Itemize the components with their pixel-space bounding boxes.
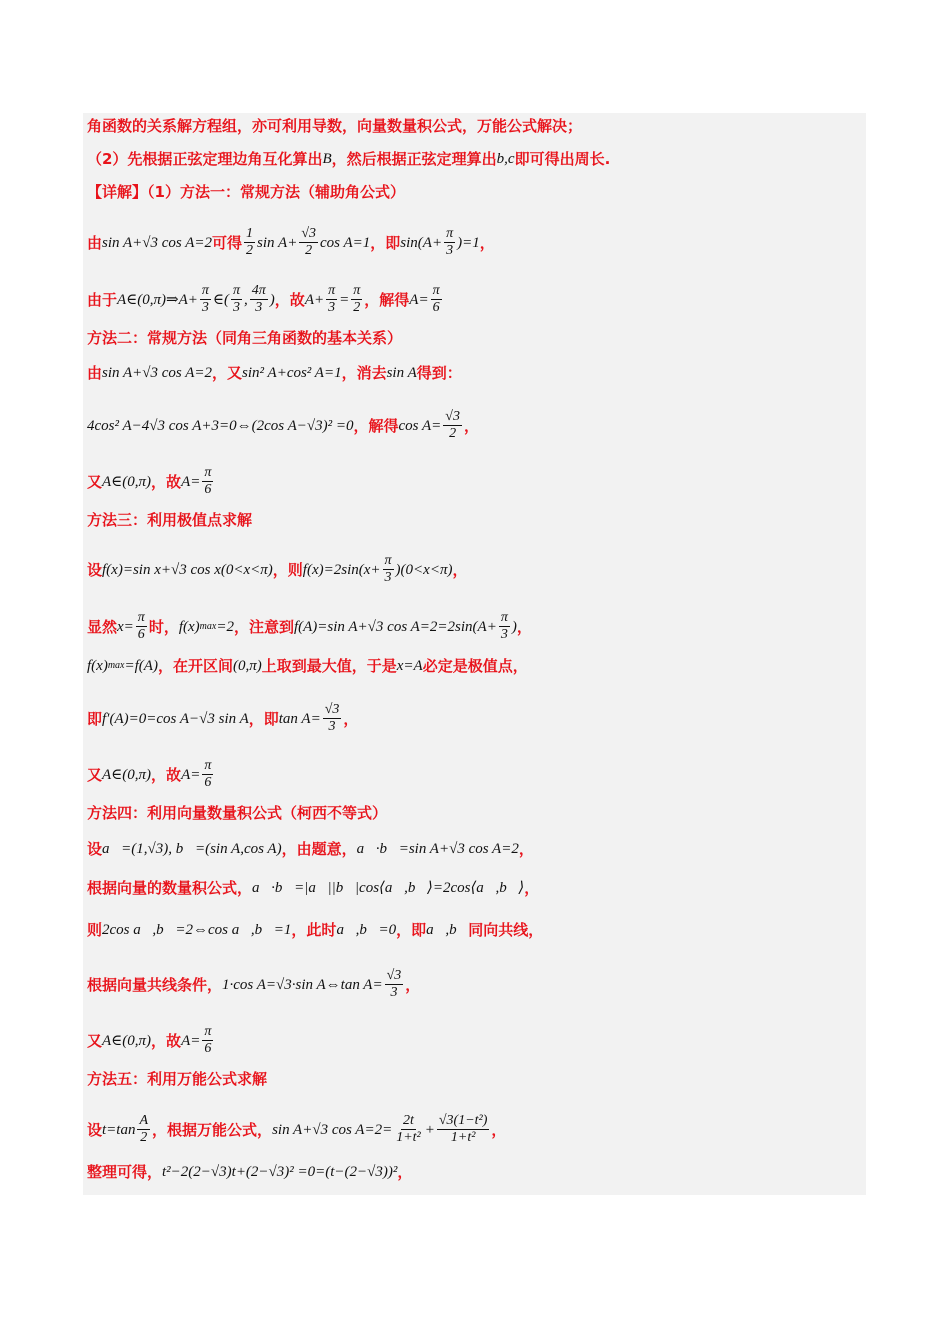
math: sin A [386, 365, 417, 381]
math: sin A+√3 cos A=2 [102, 365, 213, 381]
math: A∈(0,π) [102, 766, 152, 783]
math: A= [181, 766, 201, 783]
fraction [385, 968, 404, 1001]
fraction [443, 409, 462, 442]
text: ，此时 [291, 921, 337, 939]
math: b,c [496, 151, 515, 167]
denominator: 2 [140, 1130, 148, 1145]
fraction [437, 1113, 490, 1146]
math: f′(A)=0=cos A−√3 sin A [102, 710, 249, 727]
equation-line-9 [87, 702, 358, 735]
text: 方法二：常规方法（同角三角函数的基本关系） [87, 329, 403, 347]
text: ，即 [248, 709, 279, 728]
fraction [136, 610, 147, 643]
denominator: 6 [204, 482, 212, 497]
math: A+ [304, 291, 325, 308]
text: ，则 [272, 560, 303, 579]
fraction [299, 226, 318, 259]
text: 同向共线， [468, 921, 544, 939]
numerator: √3 [301, 226, 317, 241]
numerator: √3 [324, 702, 340, 717]
fraction [394, 1113, 423, 1146]
denominator: 3 [384, 570, 392, 585]
text: ，故 [151, 1031, 182, 1050]
denominator: 3 [328, 719, 336, 734]
text: 由于 [87, 290, 118, 309]
text: ， [405, 975, 421, 994]
math: =2 [216, 618, 234, 635]
fraction [202, 758, 213, 791]
equation-line-16 [87, 1113, 506, 1146]
text: ， [397, 1163, 413, 1181]
text: 角函数的关系解方程组，亦可利用导数，向量数量积公式，万能公式解决； [87, 117, 583, 135]
text: ，消去 [341, 364, 387, 382]
equation-line-4 [87, 409, 479, 442]
fraction [202, 465, 213, 498]
math: A= [409, 291, 429, 308]
math: 2cos a⃗,b⃗=2⇔cos a⃗,b⃗=1 [102, 922, 292, 938]
numerator: π [353, 283, 361, 298]
text: ，由题意， [281, 840, 357, 858]
text: 可得 [212, 233, 243, 252]
numerator: A [139, 1113, 149, 1128]
text: ，故 [151, 472, 182, 491]
math: + [424, 1121, 435, 1138]
math: A= [181, 473, 201, 490]
text: 整理可得， [87, 1163, 163, 1181]
heading-method-5 [87, 1069, 267, 1089]
heading-method-3 [87, 510, 252, 530]
math: a⃗=(1,√3), b⃗=(sin A,cos A) [102, 841, 282, 857]
numerator: 1 [246, 226, 254, 241]
text: ，又 [212, 364, 243, 382]
text: ，注意到 [233, 617, 294, 636]
math: a⃗,b⃗=0 [336, 922, 397, 938]
fraction [137, 1113, 150, 1146]
denominator: 3 [390, 985, 398, 1000]
numerator: π [204, 1024, 212, 1039]
text: ， [479, 233, 495, 252]
equation-line-8 [87, 656, 528, 676]
numerator: π [204, 465, 212, 480]
math: sin A+√3 cos A=2= [272, 1121, 393, 1138]
denominator: 6 [204, 775, 212, 790]
text: 又 [87, 765, 103, 784]
text: 则 [87, 921, 103, 939]
math: A∈(0,π) [102, 1032, 152, 1049]
equation-line-12 [87, 878, 539, 898]
math: t=tan [102, 1121, 136, 1138]
text: 又 [87, 1031, 103, 1050]
text: 【详解】（1）方法一：常规方法（辅助角公式） [87, 183, 405, 201]
equation-line-11 [87, 839, 534, 859]
numerator: π [384, 553, 392, 568]
denominator: 3 [233, 300, 241, 315]
equation-line-6 [87, 553, 467, 586]
text: ，解得 [353, 416, 399, 435]
math: , [244, 291, 248, 308]
denominator: 2 [305, 243, 313, 258]
math: a⃗·b⃗=sin A+√3 cos A=2 [356, 841, 519, 857]
numerator: π [201, 283, 209, 298]
numerator: π [137, 610, 145, 625]
equation-line-14 [87, 968, 420, 1001]
text: ， [516, 617, 532, 636]
math: ) [269, 291, 275, 308]
denominator: 6 [137, 627, 145, 642]
math: ) [511, 618, 517, 635]
denominator: 1+t² [396, 1130, 421, 1145]
math: )(0<x<π) [395, 561, 453, 578]
text: 显然 [87, 617, 118, 636]
math: cos A=1 [320, 234, 371, 251]
subscript: max [107, 660, 125, 671]
numerator: 4π [251, 283, 266, 298]
fraction [200, 283, 211, 316]
denominator: 3 [255, 300, 263, 315]
math: f(x) [87, 658, 108, 674]
equation-line-13 [87, 920, 543, 940]
text: ，解得 [364, 290, 410, 309]
text: 即可得出周长. [514, 150, 611, 168]
math: 1·cos A=√3·sin A⇔tan A= [222, 976, 383, 993]
text: ， [452, 560, 468, 579]
text: ，根据万能公式， [152, 1120, 273, 1139]
denominator: 2 [449, 426, 457, 441]
equation-line-3 [87, 363, 462, 383]
text: ，即 [396, 921, 427, 939]
fraction [444, 226, 455, 259]
math: cos A= [398, 417, 442, 434]
heading-method-4 [87, 803, 387, 823]
denominator: 2 [246, 243, 254, 258]
math: B [322, 151, 332, 167]
text: ， [491, 1120, 507, 1139]
text: ，在开区间 [157, 657, 233, 675]
text: 设 [87, 1120, 103, 1139]
math: ∈( [212, 291, 230, 308]
text: 上取到最大值，于是 [261, 657, 397, 675]
equation-line-5 [87, 465, 215, 498]
denominator: 1+t² [450, 1130, 476, 1145]
text: 时， [148, 617, 179, 636]
math: sin(A+ [400, 234, 443, 251]
math: f(A)=sin A+√3 cos A=2=2sin(A+ [293, 618, 497, 635]
text: ， [463, 416, 479, 435]
fraction [351, 283, 362, 316]
numerator: √3 [386, 968, 402, 983]
denominator: 3 [500, 627, 508, 642]
numerator: π [446, 226, 454, 241]
equation-line-10 [87, 758, 215, 791]
math: A= [181, 1032, 201, 1049]
text: ，故 [274, 290, 305, 309]
fraction [250, 283, 268, 316]
math: = [339, 291, 350, 308]
fraction [431, 283, 442, 316]
fraction [383, 553, 394, 586]
fraction [202, 1024, 213, 1057]
text: ，即 [370, 233, 401, 252]
text: 由 [87, 233, 103, 252]
math: sin A+√3 cos A=2 [102, 234, 213, 251]
math: A∈(0,π)⇒A+ [117, 291, 198, 308]
math: )=1 [457, 234, 480, 251]
text: 方法三：利用极值点求解 [87, 511, 253, 529]
math: sin A+ [257, 234, 298, 251]
text: ， [343, 709, 359, 728]
fraction [231, 283, 242, 316]
numerator: √3(1−t²) [438, 1113, 488, 1128]
text: 方法四：利用向量数量积公式（柯西不等式） [87, 804, 388, 822]
math: f(x) [178, 618, 200, 635]
fraction [244, 226, 255, 259]
heading-method-2 [87, 328, 402, 348]
math: f(x)=sin x+√3 cos x(0<x<π) [102, 561, 273, 578]
numerator: 2t [403, 1113, 414, 1128]
denominator: 2 [353, 300, 361, 315]
text: ，然后根据正弦定理算出 [331, 150, 497, 168]
subscript: max [199, 620, 217, 632]
text: 必定是极值点， [422, 657, 528, 675]
text: 根据向量共线条件， [87, 975, 223, 994]
math: x= [117, 618, 134, 635]
text: 设 [87, 840, 103, 858]
text: （2）先根据正弦定理边角互化算出 [87, 150, 323, 168]
numerator: √3 [445, 409, 460, 424]
equation-line-1 [87, 226, 495, 259]
denominator: 3 [328, 300, 336, 315]
text-line-1 [87, 116, 582, 136]
text: 又 [87, 472, 103, 491]
equation-line-17 [87, 1162, 412, 1182]
math: tan A= [278, 710, 321, 727]
text: 设 [87, 560, 103, 579]
text: 根据向量的数量积公式， [87, 879, 253, 897]
denominator: 6 [432, 300, 440, 315]
math: A∈(0,π) [102, 473, 152, 490]
numerator: π [328, 283, 336, 298]
numerator: π [432, 283, 440, 298]
math: t²−2(2−√3)t+(2−√3)² =0=(t−(2−√3))² [162, 1164, 398, 1180]
denominator: 6 [204, 1041, 212, 1056]
equation-line-2 [87, 283, 444, 316]
text: ， [524, 879, 540, 897]
numerator: π [204, 758, 212, 773]
fraction [499, 610, 510, 643]
math: (0,π) [232, 658, 262, 674]
text: 由 [87, 364, 103, 382]
numerator: π [233, 283, 241, 298]
text: ， [518, 840, 534, 858]
fraction [323, 702, 342, 735]
numerator: π [500, 610, 508, 625]
math: x=A [396, 658, 423, 674]
math: 4cos² A−4√3 cos A+3=0⇔(2cos A−√3)² =0 [87, 417, 354, 434]
text: 方法五：利用万能公式求解 [87, 1070, 268, 1088]
fraction [326, 283, 337, 316]
text: 得到： [416, 364, 462, 382]
equation-line-7 [87, 610, 532, 643]
math: f(x)=2sin [302, 561, 359, 578]
text: ，故 [151, 765, 182, 784]
heading-method-1 [87, 182, 405, 202]
text: 即 [87, 709, 103, 728]
math: a⃗·b⃗=|a⃗||b⃗|cos⟨a⃗,b⃗⟩=2cos⟨a⃗,b⃗⟩ [252, 880, 525, 896]
equation-line-15 [87, 1024, 215, 1057]
math: a⃗,b⃗ [426, 922, 469, 938]
math: sin² A+cos² A=1 [242, 365, 342, 381]
math: =f(A) [124, 658, 158, 674]
denominator: 3 [446, 243, 454, 258]
text-line-2 [87, 149, 610, 169]
math: (x+ [358, 561, 381, 578]
denominator: 3 [201, 300, 209, 315]
